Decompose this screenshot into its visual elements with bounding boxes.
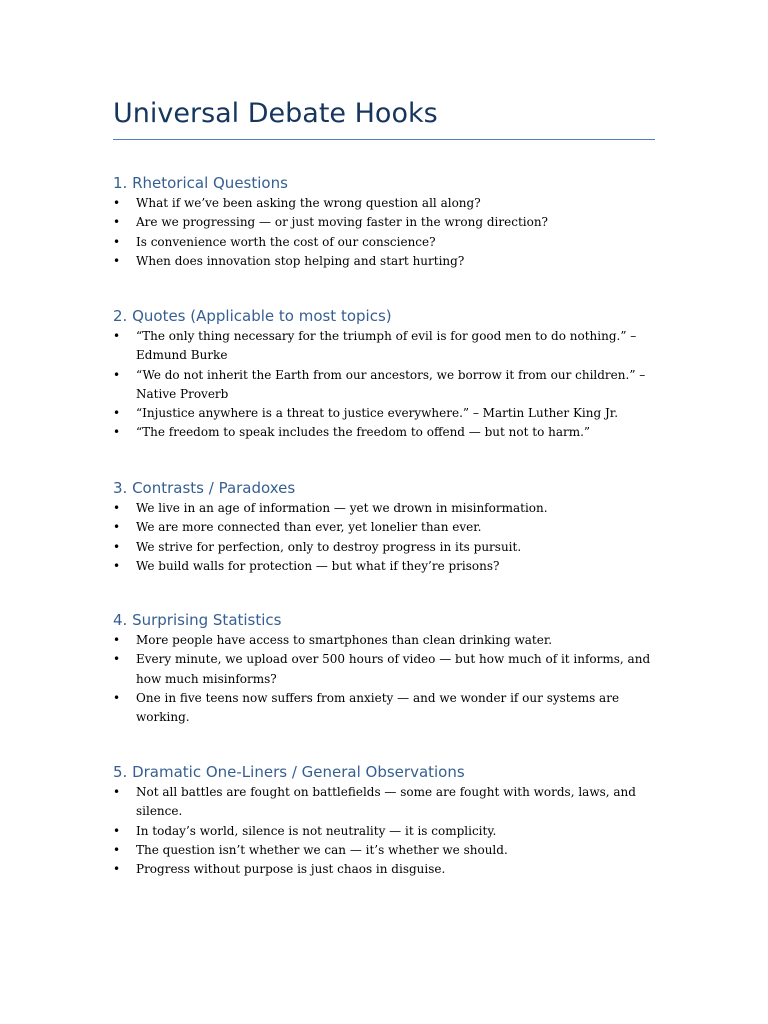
list-item (113, 252, 655, 271)
bullet-icon: • (113, 652, 121, 667)
bullet-icon: • (113, 785, 121, 799)
list-item-text: Progress without purpose is just chaos in disguise. (136, 862, 446, 877)
list-item (113, 194, 655, 213)
list-item-text: When does innovation stop helping and start hurting? (136, 253, 465, 268)
list-item (113, 538, 655, 557)
list-item-text: We live in an age of information — yet we drown in misinformation. (136, 501, 548, 515)
section-contrasts-paradoxes (113, 477, 655, 576)
bullet-list (113, 783, 655, 879)
section-rhetorical-questions (113, 172, 655, 271)
list-item-text: We strive for perfection, only to destroy progress in its pursuit. (136, 539, 522, 554)
list-item (113, 783, 655, 822)
bullet-list (113, 327, 655, 443)
list-item-text: “Injustice anywhere is a threat to justice everywhere.” – Martin Luther King Jr. (136, 406, 619, 421)
bullet-icon: • (113, 196, 121, 210)
list-item (113, 689, 655, 728)
list-item (113, 213, 655, 232)
list-item (113, 557, 655, 576)
bullet-icon: • (113, 842, 121, 857)
bullet-icon: • (113, 215, 121, 230)
list-item-text: The question isn’t whether we can — it’s whether we should. (136, 842, 508, 857)
bullet-list (113, 631, 655, 727)
bullet-icon: • (113, 823, 121, 838)
bullet-icon: • (113, 539, 121, 554)
list-item (113, 233, 655, 252)
list-item-text: “We do not inherit the Earth from our ancestors, we borrow it from our children.” – Native Proverb (136, 367, 646, 401)
list-item (113, 327, 655, 366)
bullet-icon: • (113, 520, 121, 535)
bullet-icon: • (113, 406, 121, 421)
bullet-icon: • (113, 690, 121, 705)
list-item-text: Are we progressing — or just moving faster in the wrong direction? (136, 215, 548, 230)
bullet-icon: • (113, 367, 121, 382)
bullet-icon: • (113, 558, 121, 573)
section-surprising-statistics (113, 609, 655, 727)
list-item (113, 423, 655, 442)
title-divider (113, 139, 655, 140)
bullet-list (113, 499, 655, 576)
bullet-icon: • (113, 329, 121, 343)
list-item (113, 822, 655, 841)
document-title: Universal Debate Hooks (113, 98, 438, 129)
list-item-text: “The only thing necessary for the triumph of evil is for good men to do nothing.” – Edmund Burke (136, 329, 637, 363)
bullet-icon: • (113, 862, 121, 877)
list-item-text: What if we’ve been asking the wrong question all along? (136, 196, 481, 210)
list-item (113, 860, 655, 879)
section-heading: 2. Quotes (Applicable to most topics) (113, 307, 392, 325)
bullet-icon: • (113, 253, 121, 268)
list-item-text: Not all battles are fought on battlefields — some are fought with words, laws, and silence. (136, 785, 636, 819)
list-item (113, 404, 655, 423)
section-quotes (113, 305, 655, 443)
section-dramatic-one-liners (113, 761, 655, 879)
list-item (113, 499, 655, 518)
list-item-text: In today’s world, silence is not neutrality — it is complicity. (136, 823, 497, 838)
list-item-text: More people have access to smartphones than clean drinking water. (136, 633, 553, 647)
list-item-text: One in five teens now suffers from anxiety — and we wonder if our systems are working. (136, 690, 620, 725)
bullet-list (113, 194, 655, 271)
list-item-text: We build walls for protection — but what if they’re prisons? (136, 558, 500, 573)
list-item (113, 366, 655, 405)
bullet-icon: • (113, 501, 121, 515)
list-item (113, 841, 655, 860)
list-item (113, 631, 655, 650)
bullet-icon: • (113, 425, 121, 440)
section-heading: 4. Surprising Statistics (113, 611, 282, 629)
section-heading: 3. Contrasts / Paradoxes (113, 479, 296, 497)
list-item-text: “The freedom to speak includes the freedom to offend — but not to harm.” (136, 425, 591, 440)
bullet-icon: • (113, 633, 121, 647)
section-heading: 5. Dramatic One-Liners / General Observations (113, 763, 465, 781)
bullet-icon: • (113, 234, 121, 249)
list-item (113, 650, 655, 689)
list-item-text: Every minute, we upload over 500 hours of video — but how much of it informs, and how much misinforms? (136, 652, 651, 686)
list-item-text: Is convenience worth the cost of our conscience? (136, 234, 436, 249)
list-item (113, 518, 655, 537)
section-heading: 1. Rhetorical Questions (113, 174, 288, 192)
list-item-text: We are more connected than ever, yet lonelier than ever. (136, 520, 482, 535)
